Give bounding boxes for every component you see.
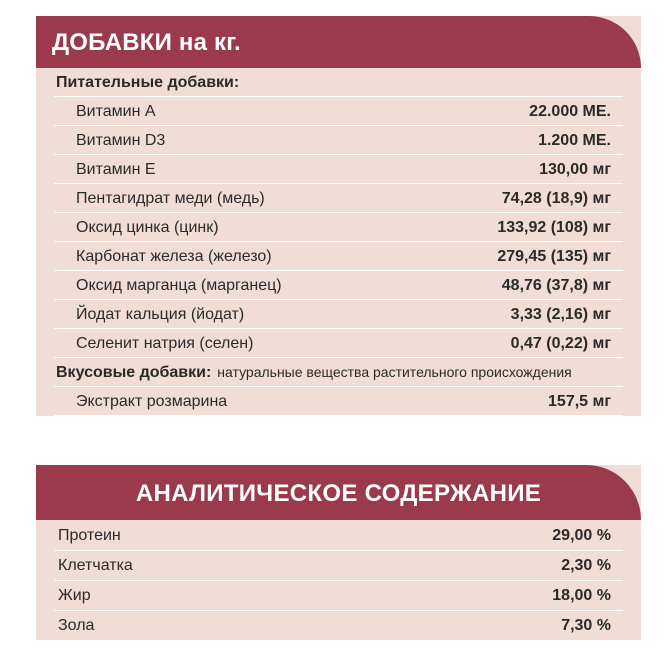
analysis-value: 7,30 % xyxy=(561,617,611,634)
additives-title: ДОБАВКИ на кг. xyxy=(52,29,241,56)
table-row xyxy=(54,329,623,358)
additive-value: 133,92 (108) мг xyxy=(497,219,611,236)
table-row xyxy=(54,271,623,300)
analysis-panel xyxy=(36,465,641,640)
flavor-header-label xyxy=(56,364,572,382)
flavor-name: Экстракт розмарина xyxy=(76,393,228,410)
additive-value: 130,00 мг xyxy=(539,161,611,178)
additive-name: Витамин A xyxy=(76,103,156,120)
additive-value: 22.000 ME. xyxy=(529,103,611,120)
table-row xyxy=(54,126,623,155)
additive-value: 74,28 (18,9) мг xyxy=(501,190,611,207)
nutritional-section-header xyxy=(54,68,623,97)
flavor-header-text: Вкусовые добавки: xyxy=(56,364,212,381)
analysis-table xyxy=(54,521,623,641)
analysis-name: Жир xyxy=(58,587,91,604)
analysis-value: 18,00 % xyxy=(552,587,611,604)
analysis-value: 29,00 % xyxy=(552,527,611,544)
table-row xyxy=(54,184,623,213)
table-row xyxy=(54,611,623,641)
table-row xyxy=(54,155,623,184)
analysis-name: Клетчатка xyxy=(58,557,133,574)
additive-value: 1.200 ME. xyxy=(538,132,611,149)
additive-name: Йодат кальция (йодат) xyxy=(76,306,245,323)
additive-name: Оксид марганца (марганец) xyxy=(76,277,282,294)
additive-name: Пентагидрат меди (медь) xyxy=(76,190,265,207)
nutritional-header-label: Питательные добавки: xyxy=(56,74,240,91)
analysis-title: АНАЛИТИЧЕСКОЕ СОДЕРЖАНИЕ xyxy=(135,480,542,507)
additives-panel xyxy=(36,16,641,416)
table-row xyxy=(54,213,623,242)
table-row xyxy=(54,300,623,329)
additive-name: Витамин E xyxy=(76,161,156,178)
flavor-value: 157,5 мг xyxy=(548,393,611,410)
analysis-value: 2,30 % xyxy=(561,557,611,574)
table-row xyxy=(54,521,623,551)
table-row xyxy=(54,551,623,581)
additive-value: 279,45 (135) мг xyxy=(497,248,611,265)
analysis-header xyxy=(36,465,641,520)
additive-value: 48,76 (37,8) мг xyxy=(501,277,611,294)
table-row xyxy=(54,242,623,271)
additive-value: 3,33 (2,16) мг xyxy=(510,306,611,323)
additive-name: Оксид цинка (цинк) xyxy=(76,219,219,236)
additive-value: 0,47 (0,22) мг xyxy=(510,335,611,352)
additives-table xyxy=(54,68,623,416)
additive-name: Карбонат железа (железо) xyxy=(76,248,272,265)
table-row xyxy=(54,97,623,126)
additives-header xyxy=(36,16,641,68)
table-row xyxy=(54,581,623,611)
flavor-note: натуральные вещества растительного происхождения xyxy=(217,364,572,380)
analysis-name: Протеин xyxy=(58,527,121,544)
additive-name: Витамин D3 xyxy=(76,132,166,149)
additive-name: Селенит натрия (селен) xyxy=(76,335,254,352)
flavor-section-header xyxy=(54,358,623,387)
analysis-name: Зола xyxy=(58,617,95,634)
table-row xyxy=(54,387,623,416)
